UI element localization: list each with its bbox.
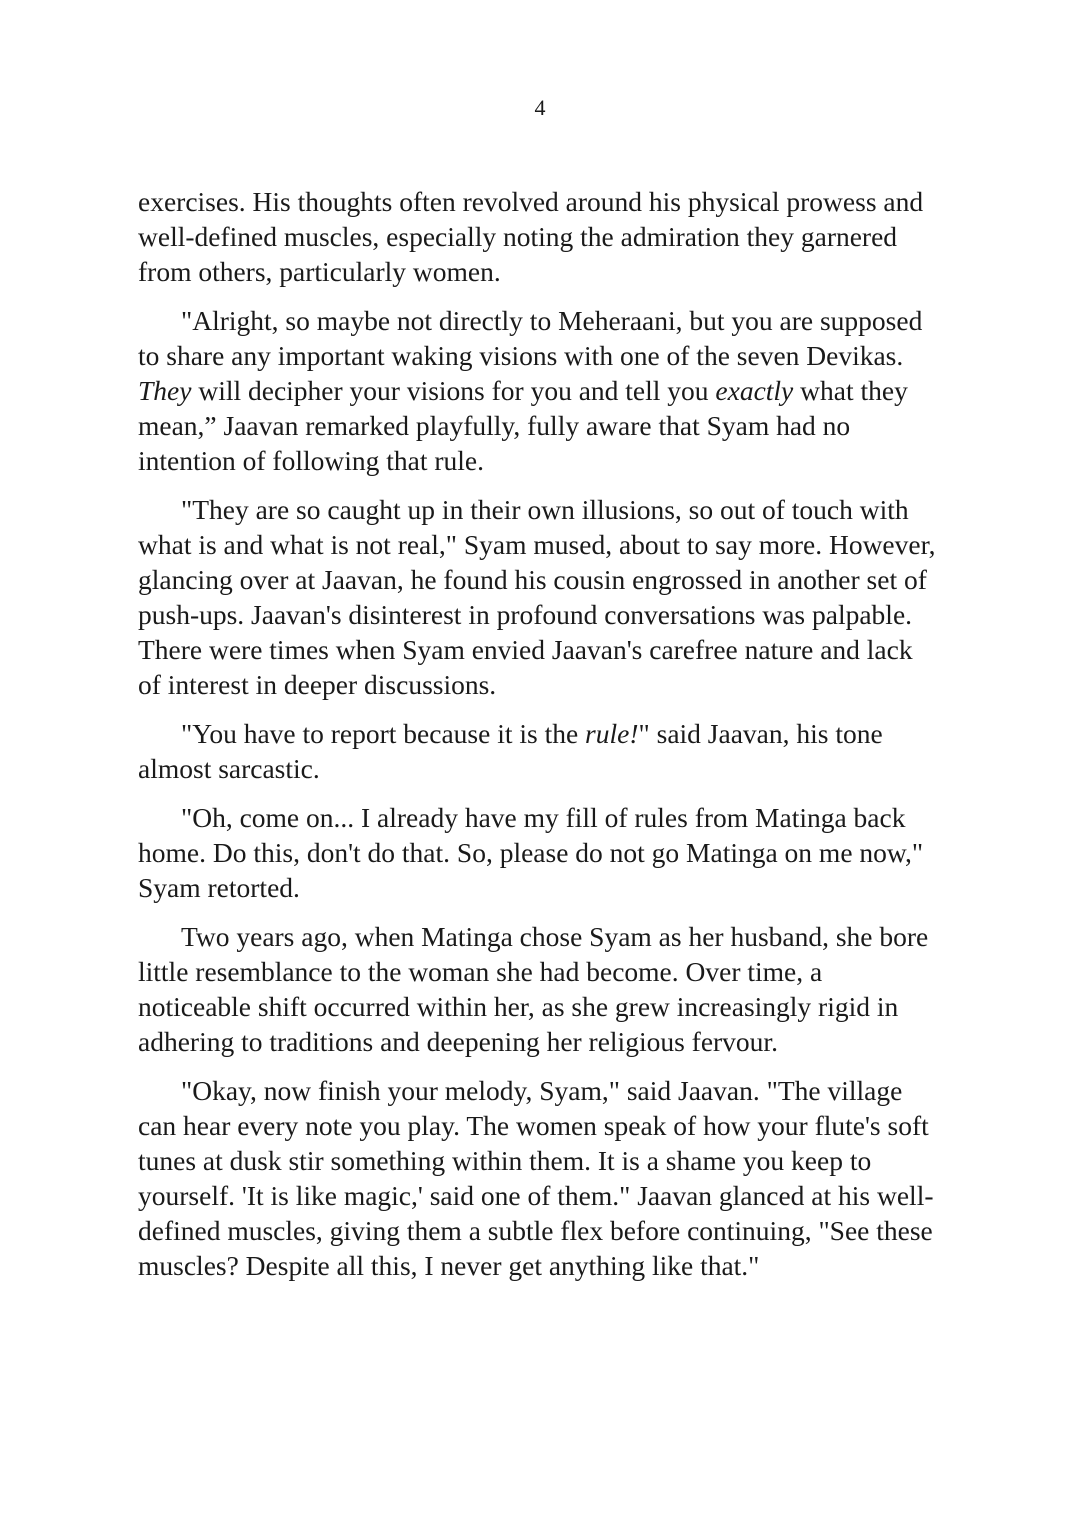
paragraph bbox=[138, 800, 942, 905]
paragraph-text: "Oh, come on... I already have my fill of rules from Matinga back home. Do this, don't do that. So, please do not go Matinga on me now," Syam retorted. bbox=[138, 802, 924, 903]
paragraph-text: "Alright, so maybe not directly to Meheraani, but you are supposed to share any important waking visions with one of the seven Devikas. bbox=[138, 305, 923, 371]
paragraph bbox=[138, 1073, 942, 1283]
paragraph-text: exercises. His thoughts often revolved around his physical prowess and well-defined muscles, especially noting the admiration they garnered from others, particularly women. bbox=[138, 186, 924, 287]
paragraph-text: "They are so caught up in their own illusions, so out of touch with what is and what is not real," Syam mused, about to say more. However, glancing over at Jaavan, he found his cousin engrossed in another set of push-ups. Jaavan's disinterest in profound conversations was palpable. There were times when Syam envied Jaavan's carefree nature and lack of interest in deeper discussions. bbox=[138, 494, 936, 700]
paragraph-text: "You have to report because it is the bbox=[181, 718, 586, 749]
paragraph bbox=[138, 303, 942, 478]
page-number: 4 bbox=[534, 95, 546, 120]
italic-text: rule! bbox=[585, 718, 639, 749]
italic-text: They bbox=[138, 375, 192, 406]
paragraph bbox=[138, 716, 942, 786]
paragraph-text: " said Jaavan, his tone almost sarcastic. bbox=[138, 718, 883, 784]
body-text bbox=[138, 184, 942, 1297]
paragraph bbox=[138, 919, 942, 1059]
paragraph-text: will decipher your visions for you and tell you bbox=[191, 375, 716, 406]
paragraph bbox=[138, 184, 942, 289]
italic-text: exactly bbox=[715, 375, 794, 406]
paragraph-text: what they mean,” Jaavan remarked playfully, fully aware that Syam had no intention of following that rule. bbox=[138, 375, 908, 476]
paragraph-text: Two years ago, when Matinga chose Syam as her husband, she bore little resemblance to the woman she had become. Over time, a noticeable shift occurred within her, as she grew increasingly rigid in adhering to traditions and deepening her religious fervour. bbox=[138, 921, 929, 1057]
paragraph-text: "Okay, now finish your melody, Syam," said Jaavan. "The village can hear every note you play. The women speak of how your flute's soft tunes at dusk stir something within them. It is a shame you keep to yourself. 'It is like magic,' said one of them." Jaavan glanced at his well-defined muscles, giving them a subtle flex before continuing, "See these muscles? Despite all this, I never get anything like that." bbox=[138, 1075, 934, 1281]
paragraph bbox=[138, 492, 942, 702]
